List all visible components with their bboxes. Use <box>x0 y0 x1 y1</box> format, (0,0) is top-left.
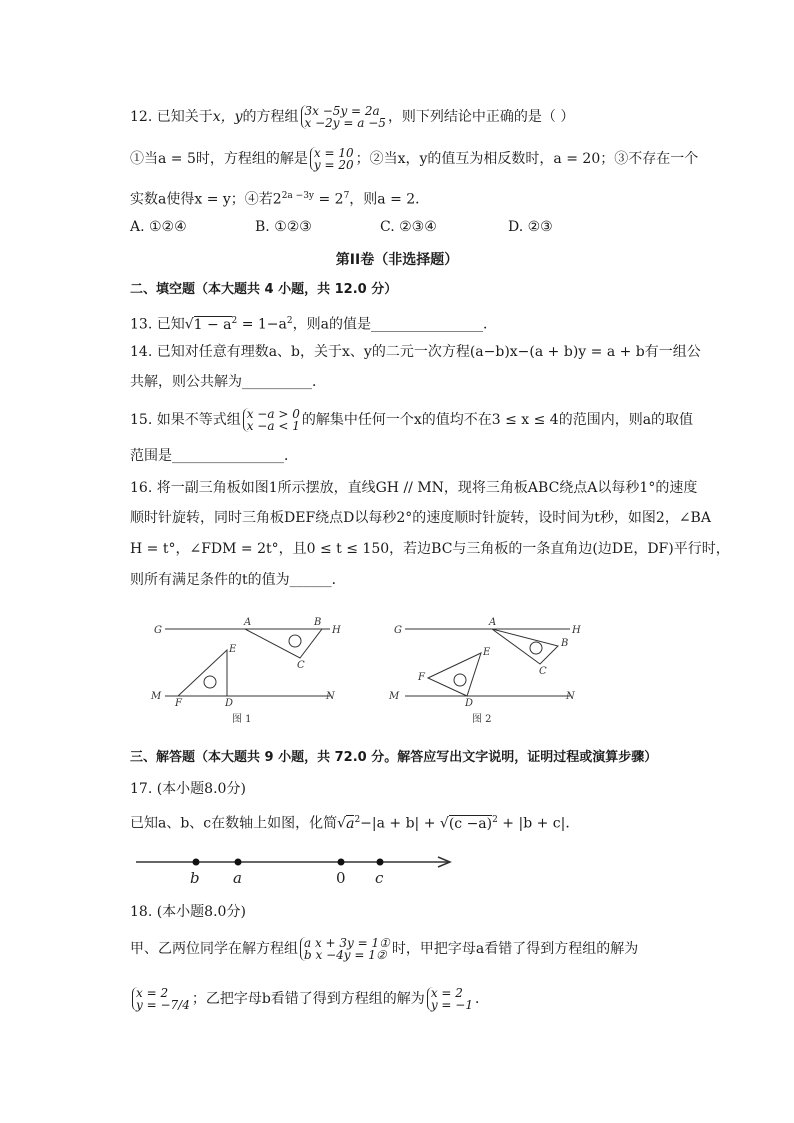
label-b: b <box>190 869 200 886</box>
label-0: 0 <box>336 869 346 886</box>
label-a: a <box>233 869 242 886</box>
fig1-label-g: G <box>154 625 162 636</box>
q18-system: a x + 3y = 1① b x −4y = 1② <box>300 937 390 961</box>
q16-line4: 则所有满足条件的t的值为______． <box>130 572 346 588</box>
q15-line1: 15. 如果不等式组 x −a > 0 x −a < 1 的解集中任何一个x的值均不在3 ≤ x ≤ 4的范围内，则a的取值 <box>130 407 694 433</box>
point-b <box>193 859 200 866</box>
fig2-label-b: B <box>561 638 569 649</box>
q14-line2: 共解，则公共解为__________． <box>130 374 326 390</box>
q12-line3: 实数a使得x = y；④若$2^{2a -3y} = 2^7$，则a = 2． <box>130 191 430 208</box>
fig2-label-h: H <box>572 625 581 636</box>
fig2-label-a: A <box>489 617 497 628</box>
q15-system: x −a > 0 x −a < 1 <box>243 408 300 432</box>
q12-line1: 12. 已知关于x，y的方程组 3x −5y = 2a x −2y = a −5 ，则下列结论中正确的是（ ） <box>130 104 575 130</box>
q17-heading: 17. (本小题8.0分) <box>130 781 246 797</box>
fig1-label-d: D <box>225 698 234 709</box>
point-0 <box>338 859 345 866</box>
q16-line2: 顺时针旋转，同时三角板DEF绕点D以每秒2°的速度顺时针旋转，设时间为t秒，如图2，∠BA <box>130 510 711 526</box>
q14-line1: 14. 已知对任意有理数a、b，关于x、y的二元一次方程(a−b)x−(a + b)y = a + b有一组公 <box>130 344 701 360</box>
figure2 <box>405 629 570 696</box>
q12-solution: x = 10 y = 20 <box>310 147 354 171</box>
fig1-label-c: C <box>297 660 305 671</box>
q18-line2: x = 2 y = −7/4 ；乙把字母b看错了得到方程组的解为 x = 2 y = −1 ． <box>130 987 489 1011</box>
q12-option-d: D. ②③ <box>508 219 553 235</box>
fig2-label-g: G <box>394 625 402 636</box>
q16-line3: H = t°，∠FDM = 2t°，且0 ≤ t ≤ 150，若边BC与三角板的一条直角边(边DE，DF)平行时， <box>130 541 730 557</box>
section2-heading: 二、填空题（本大题共 4 小题，共 12.0 分） <box>130 282 398 297</box>
fig2-label-c: C <box>539 666 547 677</box>
fig1-caption: 图 1 <box>232 714 252 725</box>
label-c: c <box>375 869 384 886</box>
figure1 <box>165 629 330 696</box>
fig1-label-h: H <box>332 625 341 636</box>
point-a <box>235 859 242 866</box>
q16-figures <box>0 610 794 740</box>
fig2-caption: 图 2 <box>472 714 492 725</box>
q12-line2: ①当a = 5时，方程组的解是 x = 10 y = 20 ；②当x，y的值互为相反数时，a = 20；③不存在一个 <box>130 146 699 172</box>
fig1-label-b: B <box>314 617 322 628</box>
q12-option-b: B. ①②③ <box>255 219 312 235</box>
q18-solution-2: x = 2 y = −1 <box>427 987 473 1011</box>
point-c <box>377 859 384 866</box>
q18-solution-1: x = 2 y = −7/4 <box>132 987 190 1011</box>
q13: 13. 已知$√1 - a^2 = 1-a^2$，则a的值是________________． <box>130 316 497 333</box>
fig2-label-e: E <box>483 647 491 658</box>
q15-line2: 范围是________________． <box>130 448 298 464</box>
fig1-label-f: F <box>175 698 182 709</box>
fig1-label-n: N <box>326 691 335 702</box>
fig1-label-m: M <box>151 691 162 702</box>
q12-option-a: A. ①②④ <box>130 219 187 235</box>
fig2-label-d: D <box>465 698 474 709</box>
number-line <box>0 846 794 886</box>
section3-heading: 三、解答题（本大题共 9 小题，共 72.0 分。解答应写出文字说明，证明过程或演算步骤） <box>130 750 658 765</box>
q12-system: 3x −5y = 2a x −2y = a −5 <box>301 105 386 129</box>
fig2-label-f: F <box>418 672 425 683</box>
fig1-label-a: A <box>244 617 252 628</box>
fig1-label-e: E <box>229 644 237 655</box>
q18-heading: 18. (本小题8.0分) <box>130 904 246 920</box>
fig2-label-m: M <box>389 691 400 702</box>
q18-line1: 甲、乙两位同学在解方程组 a x + 3y = 1① b x −4y = 1② 时，甲把字母a看错了得到方程组的解为 <box>130 936 639 962</box>
q12-option-c: C. ②③④ <box>380 219 437 235</box>
part2-title: 第II卷（非选择题） <box>335 252 459 268</box>
q16-line1: 16. 将一副三角板如图1所示摆放，直线GH // MN，现将三角板ABC绕点A以每秒1°的速度 <box>130 480 698 496</box>
q17-body: 已知a、b、c在数轴上如图，化简$√a^2-|a + b| + √(c -a)^2 + |b + c|$． <box>130 815 580 832</box>
fig2-label-n: N <box>566 691 575 702</box>
